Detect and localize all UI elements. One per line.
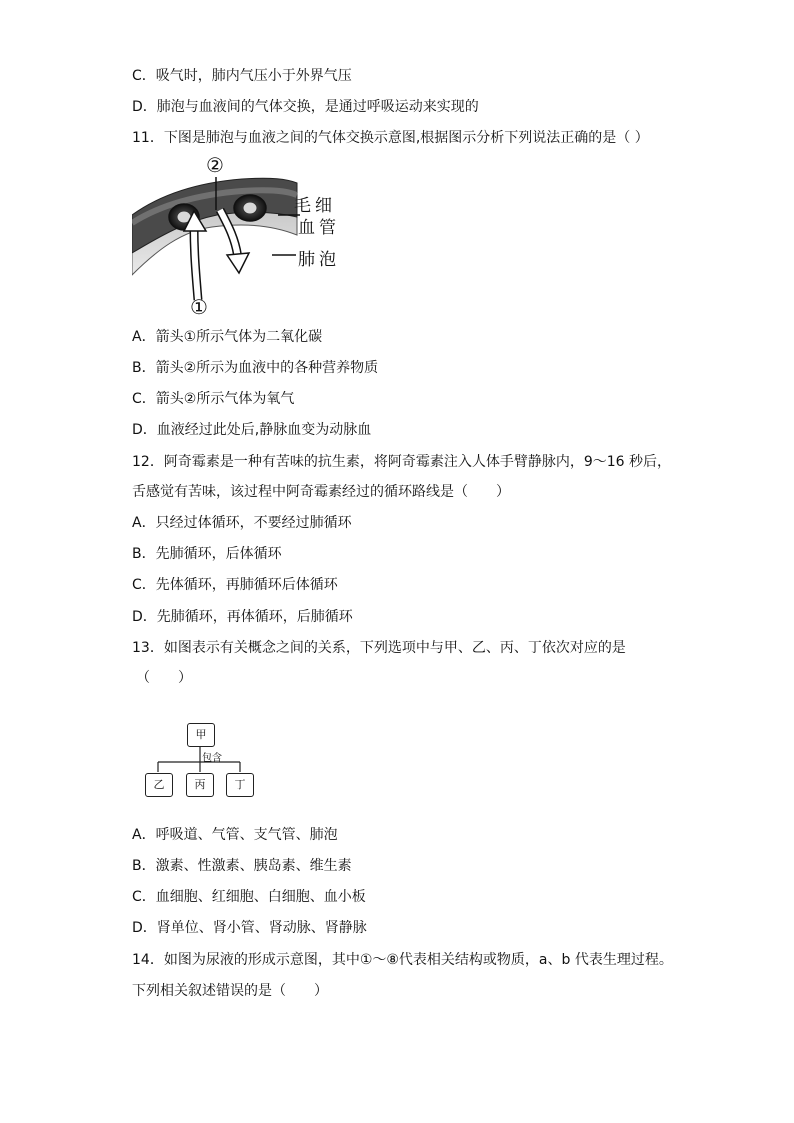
- label-arrow-2: ②: [206, 153, 224, 177]
- label-arrow-1: ①: [190, 295, 208, 319]
- q12-option-d: D．先肺循环，再体循环，后肺循环: [132, 609, 353, 625]
- q11-option-c: C．箭头②所示气体为氧气: [132, 391, 295, 407]
- q11-option-a: A．箭头①所示气体为二氧化碳: [132, 329, 323, 345]
- q11-stem: 11．下图是肺泡与血液之间的气体交换示意图,根据图示分析下列说法正确的是（ ）: [132, 130, 649, 146]
- q13-option-d: D．肾单位、肾小管、肾动脉、肾静脉: [132, 920, 367, 936]
- concept-box-top: 甲: [187, 723, 215, 747]
- q11-gas-exchange-diagram: [132, 153, 352, 319]
- q12-option-c: C．先体循环，再肺循环后体循环: [132, 577, 338, 593]
- q10-option-d: D．肺泡与血液间的气体交换，是通过呼吸运动来实现的: [132, 99, 479, 115]
- q11-option-b: B．箭头②所示为血液中的各种营养物质: [132, 360, 379, 376]
- concept-box-child-3: 丁: [226, 773, 254, 797]
- label-capillary-line2: 血管: [298, 218, 340, 238]
- q12-option-a: A．只经过体循环，不要经过肺循环: [132, 515, 352, 531]
- label-alveolus: 肺泡: [298, 250, 340, 270]
- q13-stem-line2: （ ）: [136, 670, 192, 686]
- concept-box-child-1: 乙: [145, 773, 173, 797]
- q13-stem-line1: 13．如图表示有关概念之间的关系，下列选项中与甲、乙、丙、丁依次对应的是: [132, 640, 626, 656]
- q13-option-c: C．血细胞、红细胞、白细胞、血小板: [132, 889, 366, 905]
- q13-option-a: A．呼吸道、气管、支气管、肺泡: [132, 827, 338, 843]
- label-capillary-line1: 毛细: [294, 196, 336, 216]
- q12-stem-line2: 舌感觉有苦味，该过程中阿奇霉素经过的循环路线是（ ）: [132, 484, 510, 500]
- q13-option-b: B．激素、性激素、胰岛素、维生素: [132, 858, 352, 874]
- q14-stem-line1: 14．如图为尿液的形成示意图，其中①～⑧代表相关结构或物质，a、b 代表生理过程。: [132, 952, 673, 968]
- q11-option-d: D．血液经过此处后,静脉血变为动脉血: [132, 422, 372, 438]
- q14-stem-line2: 下列相关叙述错误的是（ ）: [132, 983, 328, 999]
- q10-option-c: C．吸气时，肺内气压小于外界气压: [132, 68, 352, 84]
- relation-label: 包含: [202, 753, 222, 764]
- q12-stem-line1: 12．阿奇霉素是一种有苦味的抗生素，将阿奇霉素注入人体手臂静脉内，9～16 秒后，: [132, 454, 671, 470]
- q12-option-b: B．先肺循环，后体循环: [132, 546, 282, 562]
- q13-concept-tree-diagram: [140, 720, 260, 800]
- concept-box-child-2: 丙: [186, 773, 214, 797]
